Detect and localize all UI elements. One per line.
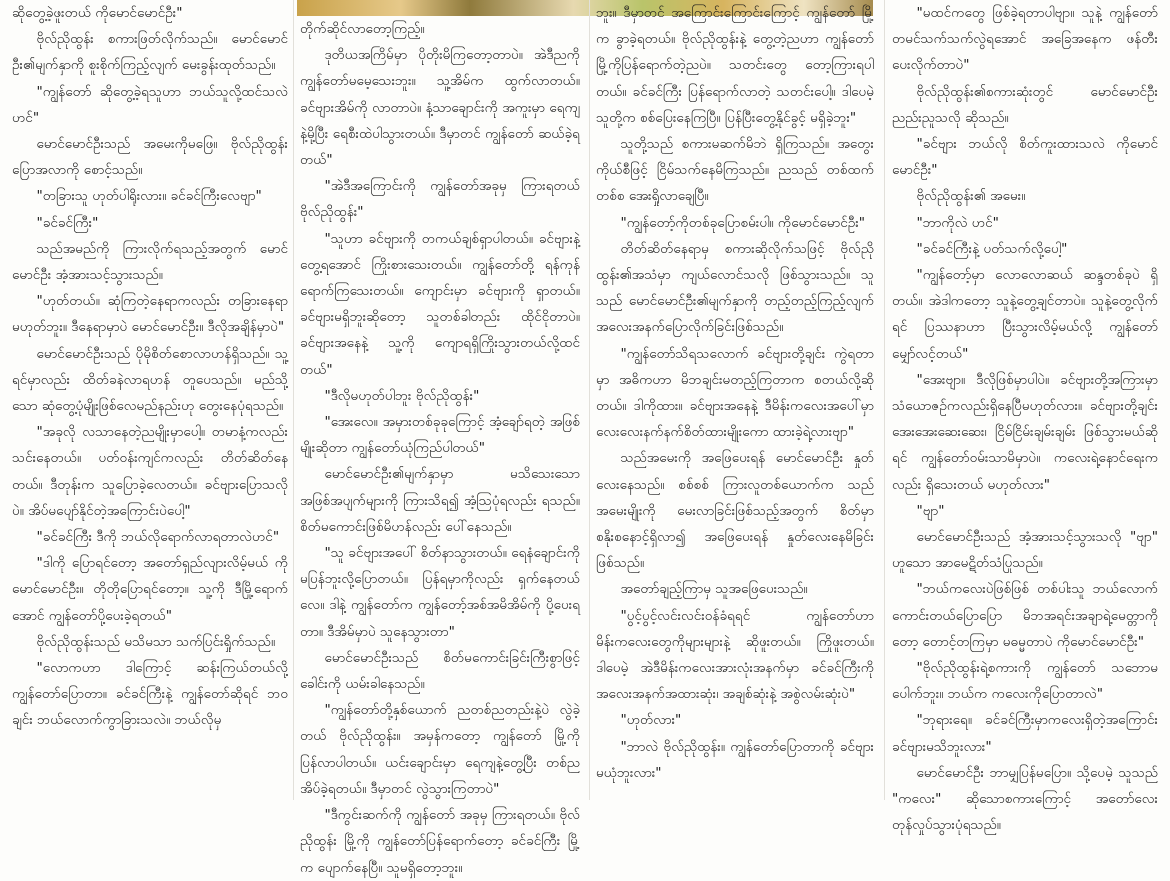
paragraph: "ခင်ခင်ကြီးနဲ့ ပတ်သက်လို့ပေါ့"	[916, 240, 1068, 257]
paragraph: "အေးလေ။ အမှားတစ်ခုခုကြောင့် အံ့ချော်ရတဲ့ အဖြစ်မျိုးဆိုတာ ကျွန်တော်ယုံကြည်ပါတယ်"	[300, 414, 580, 457]
paragraph: မောင်မောင်ဦးသည် အမေးကိုမဖြေ။ ဗိုလ်ညိုထွန်းပြောအလာကို စောင့်သည်။	[12, 136, 288, 179]
paragraph: "ကျွန်တော်တို့နှစ်ယောက် ညတစ်ညတည်းနဲ့ပဲ လွဲခဲ့တယ် ဗိုလ်ညိုထွန်း။ အမှန်ကတော့ ကျွန်တော် မြို့ကိုပြန်လာပါတယ်။ ယင်းချောင်းမှာ ရေကျနဲ့တွေ့ပြီး တစ်ညအိပ်ခဲ့ရတယ်။ ဒီမှာတင် လွဲသွားကြတာပဲ"	[300, 702, 580, 797]
paragraph: ဒုတိယအကြိမ်မှာ ပိုတိုးမိကြတော့တာပဲ။ အဲဒီညကို ကျွန်တော်မမေ့သေးဘူး။ သူ့အိမ်က ထွက်လာတယ်။ ခင်ဗျားအိမ်ကို လာတာပဲ။ နံ့သာချောင်းကို အကူးမှာ ရေကျနဲ့မို့ပြီး ရေစီးထဲပါသွားတယ်။ ဒီမှာတင် ကျွန်တော် ဆယ်ခဲ့ရတယ်"	[300, 47, 580, 169]
paragraph: မောင်မောင်ဦးသည် ပိုမိုစိတ်စောလာဟန်ရှိသည်။ သူ့ရင်မှာလည်း ထိတ်ခနဲလာရဟန် တူပေသည်။ မည်သို့သော ဆုံတွေ့ပုံမျိုးဖြစ်လေမည်နည်းဟု တွေးနေပုံရသည်။	[12, 345, 288, 415]
paragraph: "ဘာကိုလဲ ဟင်"	[916, 214, 999, 231]
column-divider	[293, 0, 294, 800]
paragraph: "အဲဒီအကြောင်းကို ကျွန်တော်အခုမှ ကြားရတယ် ဗိုလ်ညိုထွန်း"	[300, 178, 580, 221]
paragraph: "ဗိုလ်ညိုထွန်းရဲ့စကားကို ကျွန်တော် သဘောမပေါက်ဘူး။ ဘယ်က ကလေးကိုပြောတာလဲ"	[892, 660, 1158, 703]
paragraph: "သူ ခင်ဗျားအပေါ် စိတ်နာသွားတယ်။ ရေနံချောင်းကို မပြန်ဘူးလို့ပြောတယ်။ ပြန်ရမှာကိုလည်း ရှက်နေတယ်လေ။ ဒါနဲ့ ကျွန်တော်က ကျွန်တော့်အစ်အမိအိမ်ကို ပို့ပေးရတာ။ ဒီအိမ်မှာပဲ သူနေသွားတာ"	[300, 545, 580, 640]
paragraph: ဗိုလ်ညိုထွန်း၏ အမေး။	[916, 188, 1026, 205]
paragraph: "ကျွန်တော်သိရသလောက် ခင်ဗျားတို့ချင်း ကွဲရတာမှာ အဓိကဟာ မိဘချင်းမတည့်ကြတာက စတယ်လို့ဆိုတယ်။ ဒါကိုထား။ ခင်ဗျားအနေနဲ့ ဒီမိန်းကလေးအပေါ်မှာ လေးလေးနက်နက်စိတ်ထားမျိုးကော ထားခဲ့ရဲ့လားဗျာ"	[596, 345, 874, 441]
paragraph: "ခင်ခင်ကြီး ဒီကို ဘယ်လိုရောက်လာရတာလဲဟင်"	[36, 529, 280, 546]
paragraph: "မထင်ကတွေ ဖြစ်ခဲ့ရတာပါဗျာ။ သူနဲ့ ကျွန်တော် တမင်သက်သက်လွဲရအောင် အခြေအနေက ဖန်တီးပေးလိုက်တာပဲ"	[892, 5, 1158, 74]
paragraph: ဗိုလ်ညိုထွန်း၏စကားဆုံးတွင် မောင်မောင်ဦး ညည်းညူသလို ဆိုသည်။	[892, 83, 1158, 126]
paragraph: "ဘုရားရေ။ ခင်ခင်ကြီးမှာကလေးရှိတဲ့အကြောင်း ခင်ဗျားမသိဘူးလား"	[892, 712, 1158, 755]
text-column-1	[12, 0, 288, 800]
paragraph: "အေးဗျာ။ ဒီလိုဖြစ်မှာပါပဲ။ ခင်ဗျားတို့အကြားမှာ သံယောဇဉ်ကလည်းရှိနေပြီမဟုတ်လား။ ခင်ဗျားတို့ချင်း အေးအေးဆေးဆေး၊ ငြိမ်ငြိမ်းချမ်းချမ်း ဖြစ်သွားမယ်ဆိုရင် ကျွန်တော်ဝမ်းသာမိမှာပဲ။ ကလေးရဲ့နောင်ရေးကလည်း ရှိသေးတယ် မဟုတ်လား"	[892, 371, 1158, 493]
paragraph: "ကျွန်တော့်ကိုတစ်ခုပြောစမ်းပါ။ ကိုမောင်မောင်ဦး"	[620, 214, 866, 231]
paragraph: အတော်ချည့်ကြာမှ သူအဖြေပေးသည်။	[620, 581, 808, 598]
paragraph: "ဘာလဲ ဗိုလ်ညိုထွန်း။ ကျွန်တော်ပြောတာကို ခင်ဗျားမယုံဘူးလား"	[596, 738, 874, 781]
paragraph: "တခြားသူ ဟုတ်ပါရိုးလား။ ခင်ခင်ကြီးလေဗျာ"	[36, 188, 262, 205]
paragraph: "သူဟာ ခင်ဗျားကို တကယ်ချစ်ရှာပါတယ်။ ခင်ဗျားနဲ့တွေ့ရအောင် ကြိုးစားသေးတယ်။ ကျွန်တော်တို့ ရန်ကုန်ရောက်ကြသေးတယ်။ ကျောင်းမှာ ခင်ဗျားကို ရှာတယ်။ ခင်ဗျားမရှိဘူးဆိုတော့ သူတစ်ခါတည်း ထိုင်ငိုတာပဲ။ ခင်ဗျားအနေနဲ့ သူ့ကို ကျောရရှိကြိုးသွားတယ်လို့ထင်တယ်"	[300, 230, 580, 378]
paragraph: "ခင်ဗျား ဘယ်လို စိတ်ကူးထားသလဲ ကိုမောင်မောင်ဦး"	[892, 136, 1158, 179]
paragraph: ဗိုလ်ညိုထွန်းသည် မသိမသာ သက်ပြင်းရှိုက်သည်။	[36, 633, 276, 650]
paragraph: "ကျွန်တော် ဆိုတွေ့ခဲ့ရသူဟာ ဘယ်သူလို့ထင်သလဲဟင်"	[12, 83, 288, 126]
paragraph: "ဒီလိုမဟုတ်ပါဘူး ဗိုလ်ညိုထွန်း"	[324, 387, 480, 404]
paragraph: မောင်မောင်ဦးသည် အံ့အားသင့်သွားသလို "ဗျာ" ဟူသော အာမေဋိတ်သံပြုသည်။	[892, 529, 1158, 572]
paragraph: "ကျွန်တော့်မှာ လောလောဆယ် ဆန္ဒတစ်ခုပဲ ရှိတယ်။ အဲဒါကတော့ သူနဲ့တွေ့ချင်တာပဲ။ သူနဲ့တွေ့လိုက်ရင် ပြဿနာဟာ ပြီးသွားလိမ့်မယ်လို့ ကျွန်တော်မျှော်လင့်တယ်"	[892, 267, 1158, 362]
paragraph: "ဗျာ"	[916, 502, 945, 519]
paragraph: တိတ်ဆိတ်နေရာမှ စကားဆိုလိုက်သဖြင့် ဗိုလ်ညိုထွန်း၏အသံမှာ ကျယ်လောင်သလို ဖြစ်သွားသည်။ သူသည် မောင်မောင်ဦး၏မျက်နှာကို တည့်တည့်ကြည့်လျက် အလေးအနက်ပြောလိုက်ခြင်းဖြစ်သည်။	[596, 240, 874, 336]
paragraph: ဗိုလ်ညိုထွန်း စကားဖြတ်လိုက်သည်။ မောင်မောင်ဦး၏မျက်နှာကို စူးစိုက်ကြည့်လျက် မေးခွန်းထုတ်သည်။	[12, 31, 288, 74]
text-column-2	[300, 16, 580, 876]
text-column-4	[892, 0, 1158, 834]
paragraph: သူတို့သည် စကားမဆက်မိဘဲ ရှိကြသည်။ အတွေးကိုယ်စီဖြင့် ငြိမ်သက်နေမိကြသည်။ ညသည် တစ်ထက်တစ်စ အေးရှိုလာချေပြီ။	[596, 136, 874, 205]
paragraph: မောင်မောင်ဦးသည် စိတ်မကောင်းခြင်းကြီးစွာဖြင့် ခေါင်းကို ယမ်းခါနေသည်။	[300, 649, 580, 693]
paragraph: "ဟုတ်တယ်။ ဆုံကြတဲ့နေရာကလည်း တခြားနေရာမဟုတ်ဘူး။ ဒီနေရာမှာပဲ မောင်မောင်ဦး။ ဒီလိုအချိန်မှာပဲ"	[12, 293, 288, 336]
paragraph: "ဒီကွင်းဆက်ကို ကျွန်တော် အခုမှ ကြားရတယ်။ ဗိုလ်ညိုထွန်း မြို့ကို ကျွန်တော်ပြန်ရောက်တော့ ခင်ခင်ကြီး မြို့က ပျောက်နေပြီ။ သူမရှိတော့ဘူး။	[300, 807, 580, 876]
paragraph: သည်အမည်ကို ကြားလိုက်ရသည့်အတွက် မောင်မောင်ဦး အံ့အားသင့်သွားသည်။	[12, 240, 288, 284]
paragraph: "ခင်ခင်ကြီး"	[36, 214, 99, 231]
column-divider	[589, 0, 590, 800]
paragraph: "ဟုတ်လား"	[620, 712, 682, 729]
paragraph: "ဘယ်ကလေးပဲဖြစ်ဖြစ် တစ်ပါးသူ ဘယ်လောက်ကောင်းတယ်ပြောပြော မိဘအရင်းအချာရဲ့မေတ္တာကိုတော့ တောင့်တကြမှာ မဓမ္မတာပဲ ကိုမောင်မောင်ဦး"	[892, 581, 1158, 650]
text-column-3	[596, 0, 874, 800]
paragraph: ဘူး။ ဒီမှာတင် အကြောင်းကြောင်းကြောင့် ကျွန်တော် မြို့က ခွာခဲ့ရတယ်။ ဗိုလ်ညိုထွန်းနဲ့ တွေ့တဲ့ညဟာ ကျွန်တော် မြို့ကိုပြန်ရောက်တဲ့ညပဲ။ သတင်းတွေ တော့ကြားရပါတယ်။ ခင်ခင်ကြီး ပြန်ရောက်လာတဲ့ သတင်းပေါ့။ ဒါပေမဲ့ သူတို့က စစ်ပြေးနေကြပြီ။ ပြန်ပြီးတွေ့နိုင်ခွင့် မရှိခဲ့ဘူး"	[596, 5, 874, 126]
paragraph: သည်အမေးကို အဖြေပေးရန် မောင်မောင်ဦး နှုတ်လေးနေသည်။ စစ်စစ် ကြားလူတစ်ယောက်က သည်အမေးမျိုးကို မေးလာခြင်းဖြစ်သည့်အတွက် စိတ်မှာ စနိုးစနောင့်ရှိလာ၍ အဖြေပေးရန် နှုတ်လေးနေမိခြင်းဖြစ်သည်။	[596, 450, 874, 572]
paragraph: "ဒါကို ပြောရင်တော့ အတော်ရှည်လျားလိမ့်မယ် ကိုမောင်မောင်ဦး။ တိုတိုပြောရင်တော့။ သူ့ကို ဒီမြို့ရောက်အောင် ကျွန်တော်ပို့ပေးခဲ့ရတယ်"	[12, 555, 288, 624]
paragraph: မောင်မောင်ဦး ဘာမျှပြန်မပြော။ သို့ပေမဲ့ သူသည် "ကလေး" ဆိုသောစကားကြောင့် အတော်လေးတုန်လှုပ်သွားပုံရသည်။	[892, 764, 1158, 834]
paragraph: "ပွင့်ပွင့်လင်းလင်းဝန်ခံရရင် ကျွန်တော်ဟာ မိန်းကလေးတွေကိုများများနဲ့ ဆိုဖူးတယ်။ ကြိုဖူးတယ်။ ဒါပေမဲ့ အဲဒီမိန်းကလေးအားလုံးအနက်မှာ ခင်ခင်ကြီးကို အလေးအနက်အထားဆုံး၊ အချစ်ဆုံးနဲ့ အစွဲလမ်းဆုံးပဲ"	[596, 607, 874, 703]
paragraph: "အခုလို လသာနေတဲ့ညမျိုးမှာပေါ့။ တမာနံ့ကလည်း သင်းနေတယ်။ ပတ်ဝန်းကျင်ကလည်း တိတ်ဆိတ်နေတယ်။ ဒီတုန်းက သူပြောခဲ့လေတယ်။ ခင်ဗျားပြောသလိုပဲ။ အိပ်မပျော်နိုင်တဲ့အကြောင်းပဲပေါ့"	[12, 424, 288, 519]
paragraph: "လောကဟာ ဒါကြောင့် ဆန်းကြယ်တယ်လို့ ကျွန်တော်ပြောတာ။ ခင်ခင်ကြီးနဲ့ ကျွန်တော်ဆိုရင် ဘဝချင်း ဘယ်လောက်ကွာခြားသလဲ။ ဘယ်လိုမှ	[12, 660, 288, 729]
column-divider	[884, 0, 885, 800]
paragraph: ဆိုတွေ့ခဲ့ဖူးတယ် ကိုမောင်မောင်ဦး"	[12, 5, 183, 21]
paragraph: မောင်မောင်ဦး၏မျက်နှာမှာ မသိသေးသောအဖြစ်အပျက်များကို ကြားသိရ၍ အံ့ဩပုံရလည်း ရသည်။ စိတ်မကောင်းဖြစ်မိဟန်လည်း ပေါ်နေသည်။	[300, 466, 580, 535]
paragraph: တိုက်ဆိုင်လာတော့ကြည့်။	[300, 21, 425, 37]
